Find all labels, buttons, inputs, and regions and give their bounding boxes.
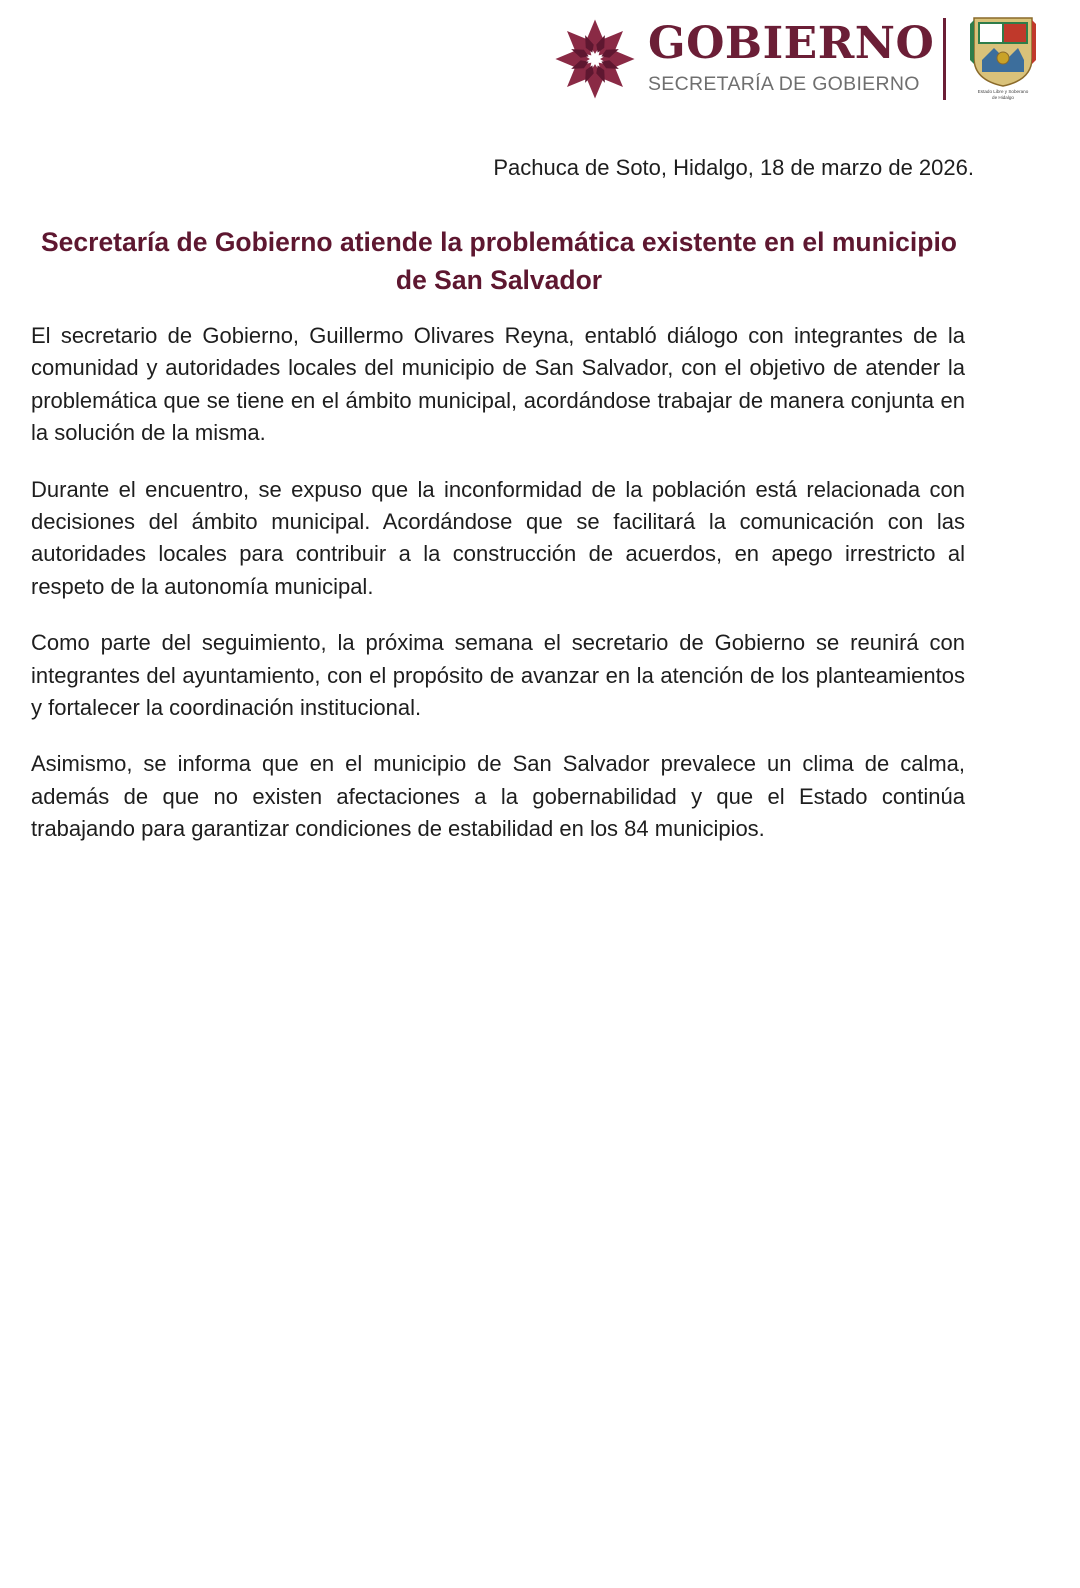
press-release-headline: Secretaría de Gobierno atiende la problemática existente en el municipio de San Salvador <box>40 227 957 295</box>
body-paragraph: Durante el encuentro, se expuso que la inconformidad de la población está relacionada con decisiones del ámbito municipal. Acordándose que se facilitará la comunicación con las autoridades locales para contribuir a la construcción de acuerdos, en apego irrestricto al respeto de la autonomía municipal. <box>31 476 965 599</box>
dateline: Pachuca de Soto, Hidalgo, 18 de marzo de 2026. <box>493 155 974 180</box>
svg-text:Estado Libre y Soberano: Estado Libre y Soberano <box>977 89 1029 94</box>
brand-subtitle: SECRETARÍA DE GOBIERNO <box>648 73 920 95</box>
star-flower-icon <box>552 16 638 102</box>
press-release-body <box>31 320 965 870</box>
brand-title: GOBIERNO <box>648 18 935 69</box>
body-paragraph: El secretario de Gobierno, Guillermo Olivares Reyna, entabló diálogo con integrantes de la comunidad y autoridades locales del municipio de San Salvador, con el objetivo de atender la problemática que se tiene en el ámbito municipal, acordándose trabajar de manera conjunta en la solución de la misma. <box>31 323 965 446</box>
coat-of-arms-icon <box>968 14 1038 102</box>
body-paragraph: Como parte del seguimiento, la próxima semana el secretario de Gobierno se reunirá con integrantes del ayuntamiento, con el propósito de avanzar en la atención de los planteamientos y fortalecer la coordinación institucional. <box>31 630 965 721</box>
header-divider <box>943 18 946 100</box>
svg-text:de Hidalgo: de Hidalgo <box>992 95 1014 100</box>
body-paragraph: Asimismo, se informa que en el municipio de San Salvador prevalece un clima de calma, además de que no existen afectaciones a la gobernabilidad y que el Estado continúa trabajando para garantizar condiciones de estabilidad en los 84 municipios. <box>31 751 965 842</box>
letterhead <box>552 14 1042 104</box>
